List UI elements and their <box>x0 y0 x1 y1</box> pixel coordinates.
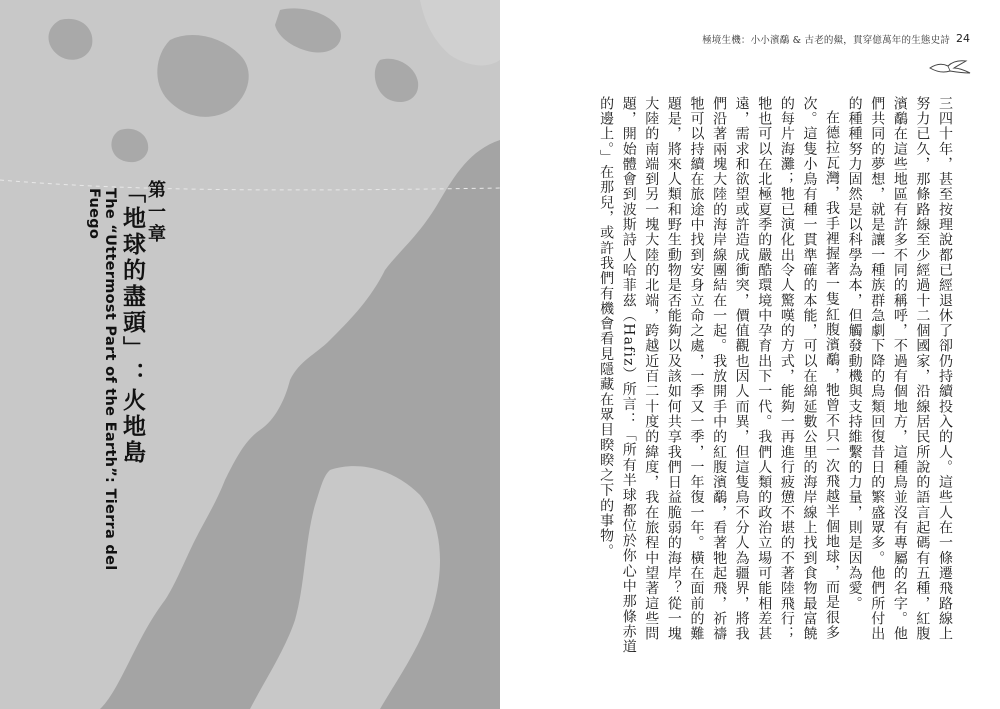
paragraph-2: 在德拉瓦灣，我手裡握著一隻紅腹濱鷸，牠曾不只一次飛越半個地球，而是很多次。這隻小鳥有種一貫準確的本能，可以在綿延數公里的海岸線上找到食物最富饒的每片海灘；牠已演化出令人驚嘆的方式，能夠一再進行疲憊不堪的不著陸飛行；牠也可以在北極夏季的嚴酷環境中孕育出下一代。我們人類的政治立場可能相差甚遠，需求和欲望或許造成衝突，價值觀也因人而異，但這隻鳥不分人為疆界，將我們沿著兩塊大陸的海岸線團結在一起。我放開手中的紅腹濱鷸，看著牠起飛，祈禱牠可以持續在旅途中找到安身立命之處，一季又一季，一年復一年。橫在面前的難題是，將來人類和野生動物是否能夠以及該如何共享我們日益脆弱的海岸？從一塊大陸的南端到另一塊大陸的北端，跨越近百二十度的緯度，我在旅程中望著這些問題，開始體會到波斯詩人哈菲茲（Hafiz）所言：「所有半球都位於你心中那條赤道的邊上。」在那兒，或許我們有機會看見隱藏在眾目睽睽之下的事物。 <box>598 96 841 655</box>
bird-icon <box>928 58 972 76</box>
chapter-title-english: The “Uttermost Part of the Earth”: Tierra del Fuego <box>86 188 118 571</box>
running-header: 極境生機：小小濱鷸 & 古老的鱟，貫穿億萬年的生態史詩 <box>702 35 950 46</box>
chapter-title: 「地球的盡頭」：火地島 <box>119 180 146 466</box>
body-text <box>596 96 956 656</box>
chapter-number: 第一章 <box>145 180 166 246</box>
right-page-text <box>500 0 1000 709</box>
page-number: 24 <box>956 32 970 45</box>
paragraph-1: 三四十年，甚至按理說都已經退休了卻仍持續投入的人。這些人在一條遷飛路線上努力已久，那條路線至少經過十二個國家，沿線居民所說的語言起碼有五種，紅腹濱鷸在這些地區有許多不同的稱呼，不過有個地方，這種鳥並沒有專屬的名字。他們共同的夢想，就是讓一種族群急劇下降的鳥類回復昔日的繁盛眾多。他們所付出的種種努力固然是以科學為本，但觸發動機與支持維繫的力量，則是因為愛。 <box>846 96 953 642</box>
chapter-heading <box>82 180 166 600</box>
